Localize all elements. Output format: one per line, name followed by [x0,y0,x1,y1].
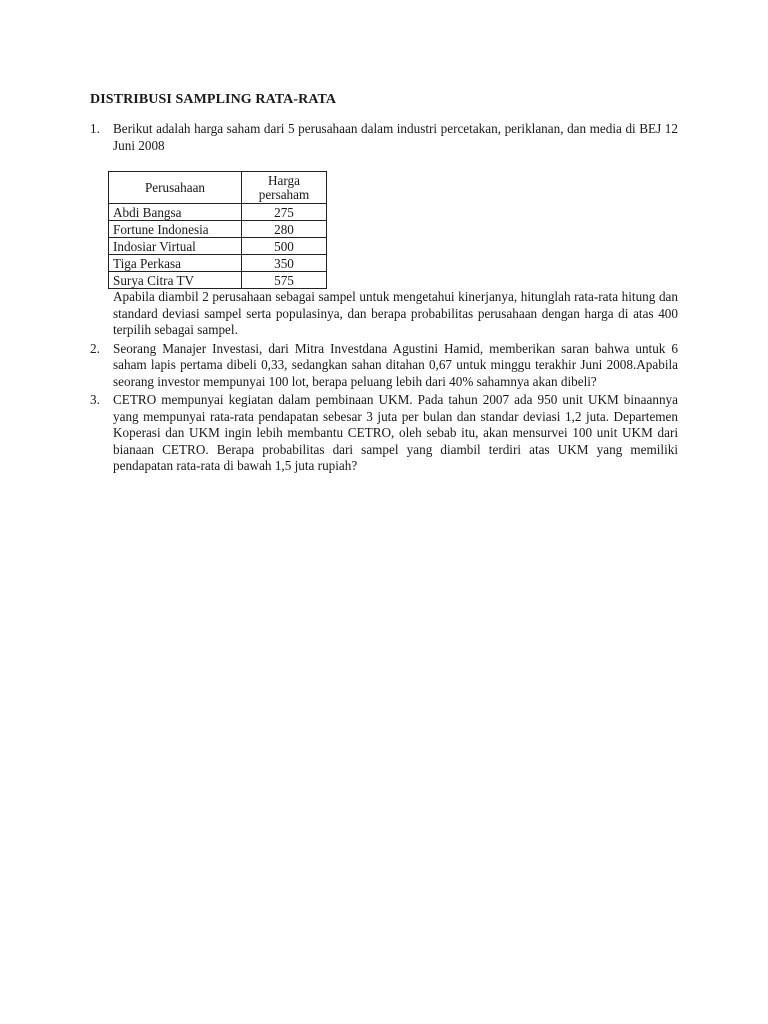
company-cell: Tiga Perkasa [109,255,242,272]
document-title: DISTRIBUSI SAMPLING RATA-RATA [90,92,337,107]
question-1-prompt: Apabila diambil 2 perusahaan sebagai sampel untuk mengetahui kinerjanya, hitunglah rata-rata hitung dan standard deviasi sampel serta populasinya, dan berapa probabilitas perusahaan dengan harga di atas 400 terpilih sebagai sampel. [113,289,678,337]
question-3-text: CETRO mempunyai kegiatan dalam pembinaan UKM. Pada tahun 2007 ada 950 unit UKM binaannya yang mempunyai rata-rata pendapatan sebesar 3 juta per bulan dan standar deviasi 1,2 juta. Departemen Koperasi dan UKM ingin lebih membantu CETRO, oleh sebab itu, akan mensurvei 100 unit UKM dari bianaan CETRO. Berapa probabilitas dari sampel yang diambil terdiri atas UKM yang memiliki pendapatan rata-rata di bawah 1,5 juta rupiah? [113,392,678,473]
question-1 [90,121,678,339]
table-row [109,255,327,272]
company-cell: Fortune Indonesia [109,221,242,238]
company-cell: Indosiar Virtual [109,238,242,255]
header-price [242,172,327,204]
header-company: Perusahaan [109,172,242,204]
question-1-intro: Berikut adalah harga saham dari 5 perusahaan dalam industri percetakan, periklanan, dan media di BEJ 12 Juni 2008 [113,121,678,153]
header-price-text: Harga persaham [258,172,310,202]
question-2-text: Seorang Manajer Investasi, dari Mitra Investdana Agustini Hamid, memberikan saran bahwa untuk 6 saham lapis pertama dibeli 0,33, sedangkan sahan ditahan 0,67 untuk minggu terakhir Juni 2008.Apabila seorang investor mempunyai 100 lot, berapa peluang lebih dari 40% sahamnya akan dibeli? [113,340,678,389]
company-cell: Surya Citra TV [109,272,242,289]
price-cell: 500 [242,238,327,255]
price-cell: 575 [242,272,327,289]
question-1-number: 1. [90,121,100,136]
table-row [109,221,327,238]
question-3-number: 3. [90,392,100,407]
table-row [109,272,327,289]
price-cell: 275 [242,204,327,221]
question-2-number: 2. [90,340,100,356]
company-cell: Abdi Bangsa [109,204,242,221]
price-cell: 350 [242,255,327,272]
table-header-row [109,172,327,204]
table-row [109,204,327,221]
question-2 [90,341,678,391]
table-row [109,238,327,255]
price-cell: 280 [242,221,327,238]
document-page [90,92,678,475]
stock-price-table [108,171,327,289]
question-3 [90,392,678,475]
